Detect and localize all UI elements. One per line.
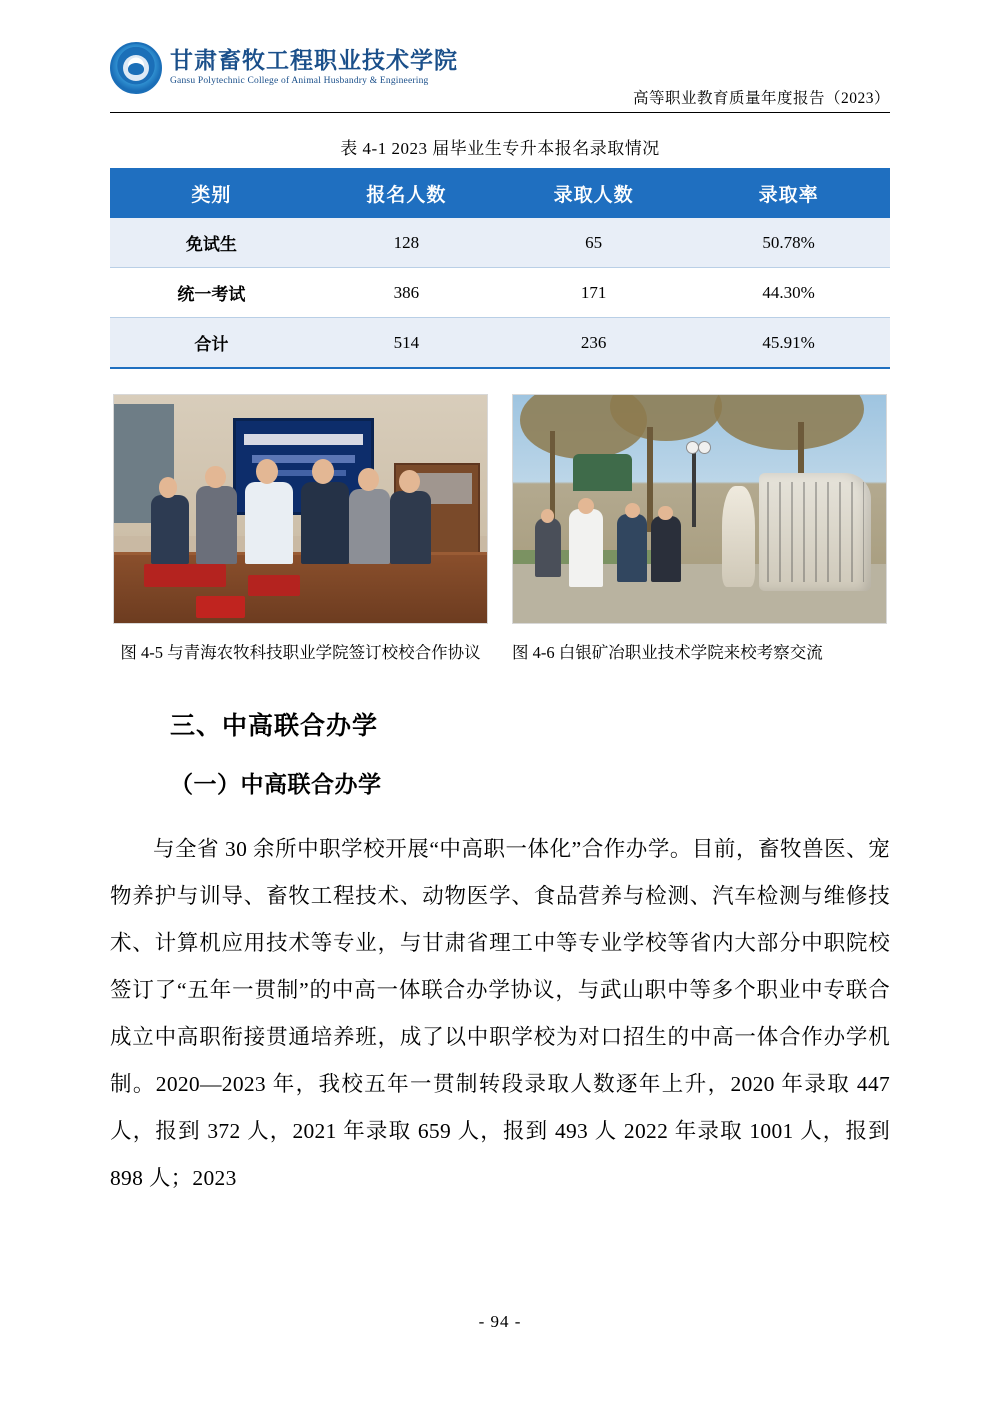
table-row <box>110 218 890 268</box>
cell-applicants: 514 <box>313 318 500 369</box>
column-header-rate: 录取率 <box>687 168 890 218</box>
cell-category: 合计 <box>110 318 313 369</box>
cell-category: 免试生 <box>110 218 313 268</box>
page-number: - 94 - <box>478 1312 522 1331</box>
section-heading: 三、中高联合办学 <box>170 712 379 740</box>
logo-title-en: Gansu Polytechnic College of Animal Husbandry & Engineering <box>170 75 429 86</box>
cell-rate: 50.78% <box>687 218 890 268</box>
cell-applicants: 386 <box>313 268 500 318</box>
column-header-category: 类别 <box>110 168 313 218</box>
figure-image-campus-visit <box>512 394 887 624</box>
logo-text-block <box>170 49 458 86</box>
figure-caption-left: 图 4-5 与青海农牧科技职业学院签订校校合作协议 <box>120 643 481 662</box>
figure-caption-right: 图 4-6 白银矿冶职业技术学院来校考察交流 <box>512 643 823 662</box>
figure-image-signing-ceremony <box>113 394 488 624</box>
table-header-row <box>110 168 890 218</box>
cell-applicants: 128 <box>313 218 500 268</box>
institution-logo <box>110 42 458 94</box>
page-header <box>110 42 890 110</box>
column-header-admitted: 录取人数 <box>500 168 687 218</box>
logo-emblem-icon <box>110 42 162 94</box>
body-paragraph: 与全省 30 余所中职学校开展“中高职一体化”合作办学。目前，畜牧兽医、宠物养护与训导、畜牧工程技术、动物医学、食品营养与检测、汽车检测与维修技术、计算机应用技术等专业，与甘肃省理工中等专业学校等省内大部分中职院校签订了“五年一贯制”的中高一体联合办学协议，与武山职中等多个职业中专联合成立中高职衔接贯通培养班，成了以中职学校为对口招生的中高一体合作办学机制。2020—2023 年，我校五年一贯制转段录取人数逐年上升，2020 年录取 447 人，报到 372 人，2021 年录取 659 人，报到 493 人 2022 年录取 1001 人，报到 898 人；2023 <box>110 837 890 1190</box>
cell-admitted: 65 <box>500 218 687 268</box>
cell-admitted: 236 <box>500 318 687 369</box>
table-row-total <box>110 318 890 369</box>
logo-title-cn: 甘肃畜牧工程职业技术学院 <box>170 48 458 74</box>
cell-rate: 45.91% <box>687 318 890 369</box>
cell-category: 统一考试 <box>110 268 313 318</box>
promotion-statistics-table <box>110 168 890 369</box>
column-header-applicants: 报名人数 <box>313 168 500 218</box>
subsection-heading: （一）中高联合办学 <box>170 771 382 797</box>
cell-admitted: 171 <box>500 268 687 318</box>
header-divider <box>110 112 890 113</box>
cell-rate: 44.30% <box>687 268 890 318</box>
table-caption: 表 4-1 2023 届毕业生专升本报名录取情况 <box>340 139 660 158</box>
table-row <box>110 268 890 318</box>
header-report-title: 高等职业教育质量年度报告（2023） <box>632 90 890 107</box>
